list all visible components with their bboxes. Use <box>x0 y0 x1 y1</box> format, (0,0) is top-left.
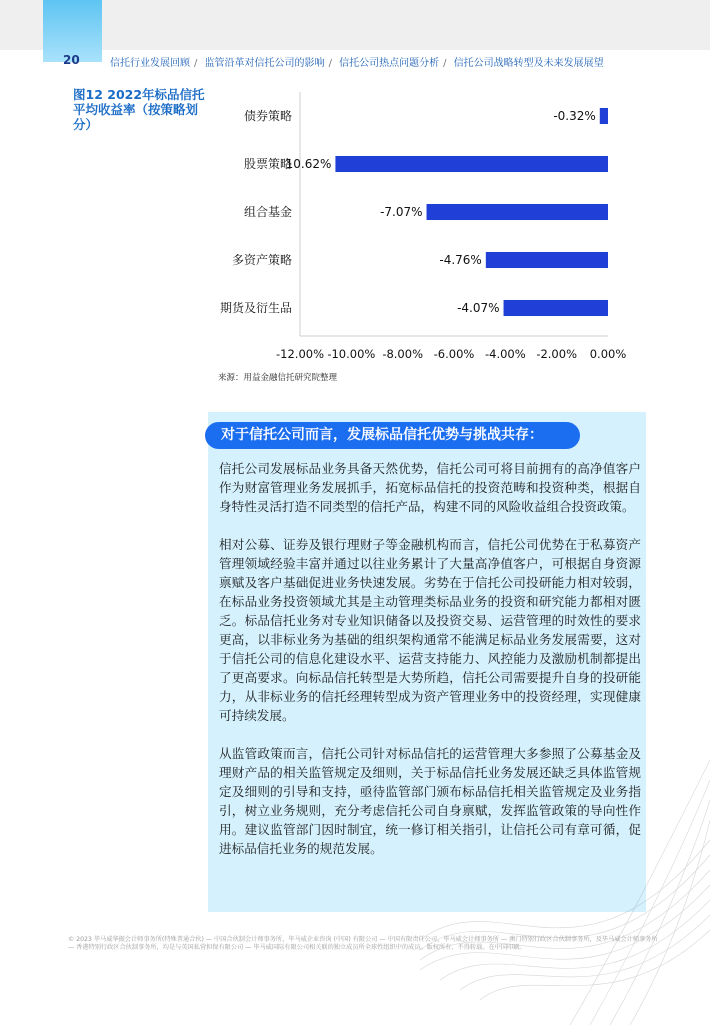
bar <box>427 204 608 220</box>
breadcrumb-separator: / <box>328 58 332 69</box>
data-label: -4.76% <box>439 253 482 267</box>
breadcrumb-separator: / <box>194 58 198 69</box>
breadcrumb-item[interactable]: 监管沿革对信托公司的影响 <box>204 58 325 69</box>
bar-chart <box>208 82 646 372</box>
header-band <box>0 0 710 50</box>
x-tick-label: -2.00% <box>536 347 578 361</box>
data-label: -4.07% <box>457 301 500 315</box>
x-tick-label: -6.00% <box>433 347 475 361</box>
bar <box>600 108 608 124</box>
page-number: 20 <box>63 53 80 67</box>
breadcrumb-separator: / <box>443 58 447 69</box>
breadcrumb-item[interactable]: 信托行业发展回顾 <box>110 58 190 69</box>
decorative-waves <box>420 640 710 1025</box>
x-tick-label: 0.00% <box>589 347 627 361</box>
bar <box>504 300 608 316</box>
data-label: -7.07% <box>380 205 423 219</box>
x-tick-label: -8.00% <box>382 347 424 361</box>
figure-source: 来源：用益金融信托研究院整理 <box>218 373 338 383</box>
section-heading: 对于信托公司而言，发展标品信托优势与挑战共存： <box>205 422 580 449</box>
category-label: 多资产策略 <box>231 253 292 267</box>
breadcrumb-item[interactable]: 信托公司战略转型及未来发展展望 <box>453 58 604 69</box>
x-tick-label: -12.00% <box>276 347 324 361</box>
data-label: 10.62% <box>285 157 332 171</box>
paragraph: 相对公募、证券及银行理财子等金融机构而言，信托公司优势在于私募资产管理领域经验丰富并通过以往业务累计了大量高净值客户，可根据自身资源禀赋及客户基础促进业务快速发展。劣势在于信托公司投研能力相对较弱，在标品业务投资领域尤其是主动管理类标品业务的投资和研究能力都相对匮乏。标品信托业务对专业知识储备以及投资交易、运营管理的时效性的要求更高，以非标业务为基础的组织架构通常不能满足标品业务发展需要，这对于信托公司的信息化建设水平、运营支持能力、风控能力及激励机制都提出了更高要求。向标品信托转型是大势所趋，信托公司需要提升自身的投研能力，从非标业务的信托经理转型成为资产管理业务中的投资经理，实现健康可持续发展。 <box>219 537 641 723</box>
x-tick-label: -10.00% <box>327 347 376 361</box>
data-label: -0.32% <box>553 109 596 123</box>
bar <box>486 252 608 268</box>
paragraph: 从监管政策而言，信托公司针对标品信托的运营管理大多参照了公募基金及理财产品的相关监管规定及细则，关于标品信托业务发展还缺乏具体监管规定及细则的引导和支持，亟待监管部门颁布标品信托相关监管规定及业务指引，树立业务规则，充分考虑信托公司自身禀赋，发挥监管政策的导向性作用。建议监管部门因时制宜，统一修订相关指引，让信托公司有章可循，促进标品信托业务的规范发展。 <box>219 746 641 856</box>
category-label: 股票策略 <box>243 157 292 171</box>
bar <box>335 156 608 172</box>
paragraph: 信托公司发展标品业务具备天然优势，信托公司可将目前拥有的高净值客户作为财富管理业务发展抓手，拓宽标品信托的投资范畴和投资种类，根据自身特性灵活打造不同类型的信托产品，构建不同的风险收益组合投资政策。 <box>219 461 641 514</box>
category-label: 期货及衍生品 <box>219 301 292 315</box>
breadcrumb <box>110 54 700 69</box>
breadcrumb-item[interactable]: 信托公司热点问题分析 <box>339 58 440 69</box>
x-tick-label: -4.00% <box>484 347 526 361</box>
category-label: 债券策略 <box>243 109 292 123</box>
footer-copyright: © 2023 毕马威华振会计师事务所(特殊普通合伙) — 中国合伙制会计师事务所，毕马威企业咨询 (中国) 有限公司 — 中国有限责任公司，毕马威会计师事务所 — 澳门特别行政区合伙制事务所，及毕马威会计师事务所 — 香港特别行政区合伙制事务所，均是与英国私营担保有限公司 — 毕马威国际有限公司相关联的独立成员所全球性组织中的成员。版权所有，不得转载。在中国印刷。 <box>68 936 658 951</box>
category-label: 组合基金 <box>243 205 292 219</box>
figure-title: 图12 2022年标品信托平均收益率（按策略划分） <box>73 87 205 132</box>
